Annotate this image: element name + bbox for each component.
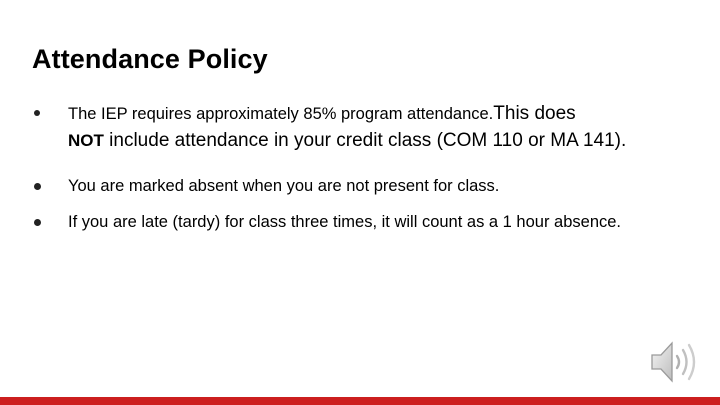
list-item xyxy=(34,209,704,235)
list-item xyxy=(34,173,704,199)
bullet-text: If you are late (tardy) for class three times, it will count as a 1 hour absence. xyxy=(68,213,621,231)
bullet-dot-icon xyxy=(34,219,41,226)
emphasis-text: NOT xyxy=(68,131,104,150)
bullet-line xyxy=(68,128,704,154)
bullet-text: include attendance in your credit class (COM 110 or MA 141). xyxy=(103,130,627,151)
accent-bar xyxy=(0,397,720,405)
bullet-text: This does xyxy=(493,103,576,124)
bullet-text: The IEP requires approximately 85% program attendance. xyxy=(68,105,494,123)
bullet-dot-icon xyxy=(34,110,40,116)
speaker-icon[interactable] xyxy=(646,337,702,387)
bullet-text: You are marked absent when you are not present for class. xyxy=(68,177,500,195)
list-item xyxy=(34,100,704,160)
bullet-list xyxy=(34,100,704,235)
bullet-line xyxy=(68,100,704,128)
page-title: Attendance Policy xyxy=(32,44,268,74)
bullet-dot-icon xyxy=(34,183,41,190)
